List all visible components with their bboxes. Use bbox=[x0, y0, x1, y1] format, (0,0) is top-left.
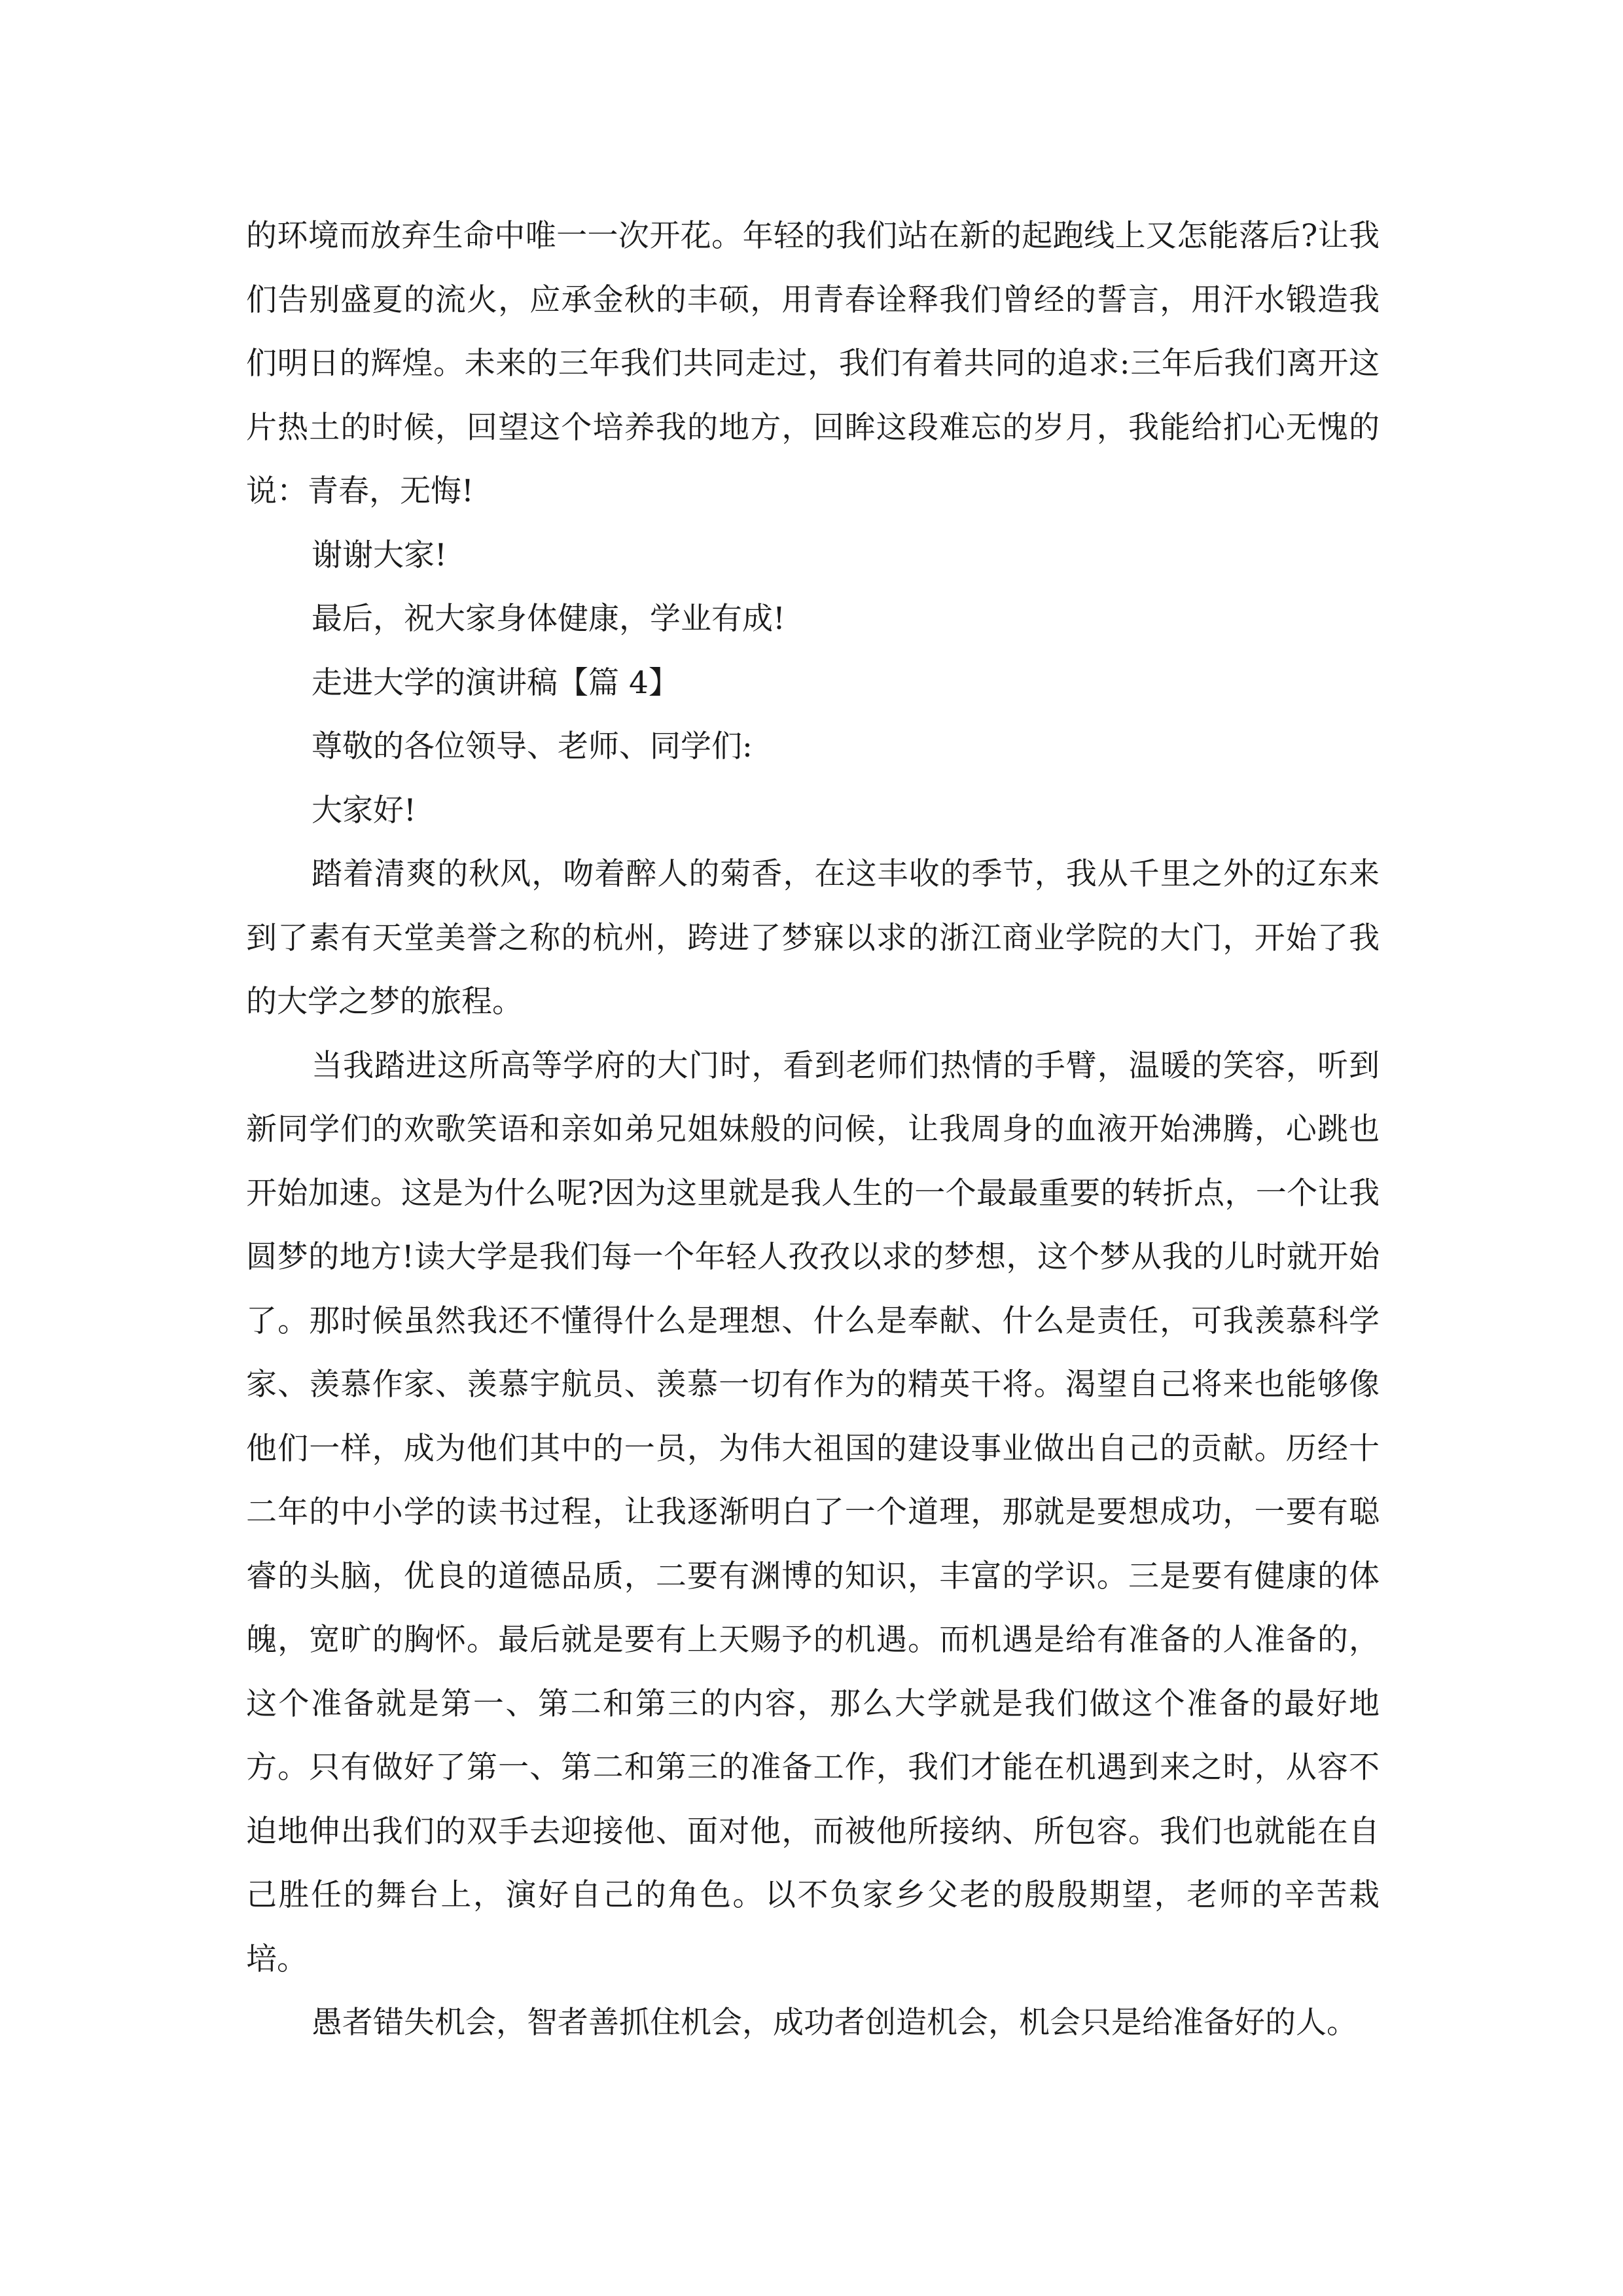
paragraph-body: 踏着清爽的秋风，吻着醉人的菊香，在这丰收的季节，我从千里之外的辽东来到了素有天堂美誉之称的杭州，跨进了梦寐以求的浙江商业学院的大门，开始了我的大学之梦的旅程。 bbox=[246, 856, 1380, 1020]
text-body bbox=[246, 204, 1380, 2055]
paragraph-closing-wish: 最后，祝大家身体健康，学业有成! bbox=[312, 601, 785, 637]
paragraph-continued: 的环境而放弃生命中唯一一次开花。年轻的我们站在新的起跑线上又怎能落后?让我们告别盛夏的流火，应承金秋的丰硕，用青春诠释我们曾经的誓言，用汗水锻造我们明日的辉煌。未来的三年我们共同走过，我们有着共同的追求:三年后我们离开这片热土的时候，回望这个培养我的地方，回眸这段难忘的岁月，我能给扪心无愧的说：青春，无悔! bbox=[246, 218, 1380, 509]
paragraph-body: 愚者错失机会，智者善抓住机会，成功者创造机会，机会只是给准备好的人。 bbox=[312, 2005, 1357, 2041]
paragraph-body: 当我踏进这所高等学府的大门时，看到老师们热情的手臂，温暖的笑容，听到新同学们的欢歌笑语和亲如弟兄姐妹般的问候，让我周身的血液开始沸腾，心跳也开始加速。这是为什么呢?因为这里就是我人生的一个最最重要的转折点，一个让我圆梦的地方!读大学是我们每一个年轻人孜孜以求的梦想，这个梦从我的儿时就开始了。那时候虽然我还不懂得什么是理想、什么是奉献、什么是责任，可我羡慕科学家、羡慕作家、羡慕宇航员、羡慕一切有作为的精英干将。渴望自己将来也能够像他们一样，成为他们其中的一员，为伟大祖国的建设事业做出自己的贡献。历经十二年的中小学的读书过程，让我逐渐明白了一个道理，那就是要想成功，一要有聪睿的头脑，优良的道德品质，二要有渊博的知识，丰富的学识。三是要有健康的体魄，宽旷的胸怀。最后就是要有上天赐予的机遇。而机遇是给有准备的人准备的，这个准备就是第一、第二和第三的内容，那么大学就是我们做这个准备的最好地方。只有做好了第一、第二和第三的准备工作，我们才能在机遇到来之时，从容不迫地伸出我们的双手去迎接他、面对他，而被他所接纳、所包容。我们也就能在自己胜任的舞台上，演好自己的角色。以不负家乡父老的殷殷期望，老师的辛苦栽培。 bbox=[246, 1047, 1380, 1977]
paragraph-greeting: 大家好! bbox=[312, 792, 416, 829]
paragraph-thanks: 谢谢大家! bbox=[312, 537, 447, 573]
section-title: 走进大学的演讲稿【篇 4】 bbox=[312, 664, 679, 701]
paragraph-salutation: 尊敬的各位领导、老师、同学们: bbox=[312, 728, 753, 764]
